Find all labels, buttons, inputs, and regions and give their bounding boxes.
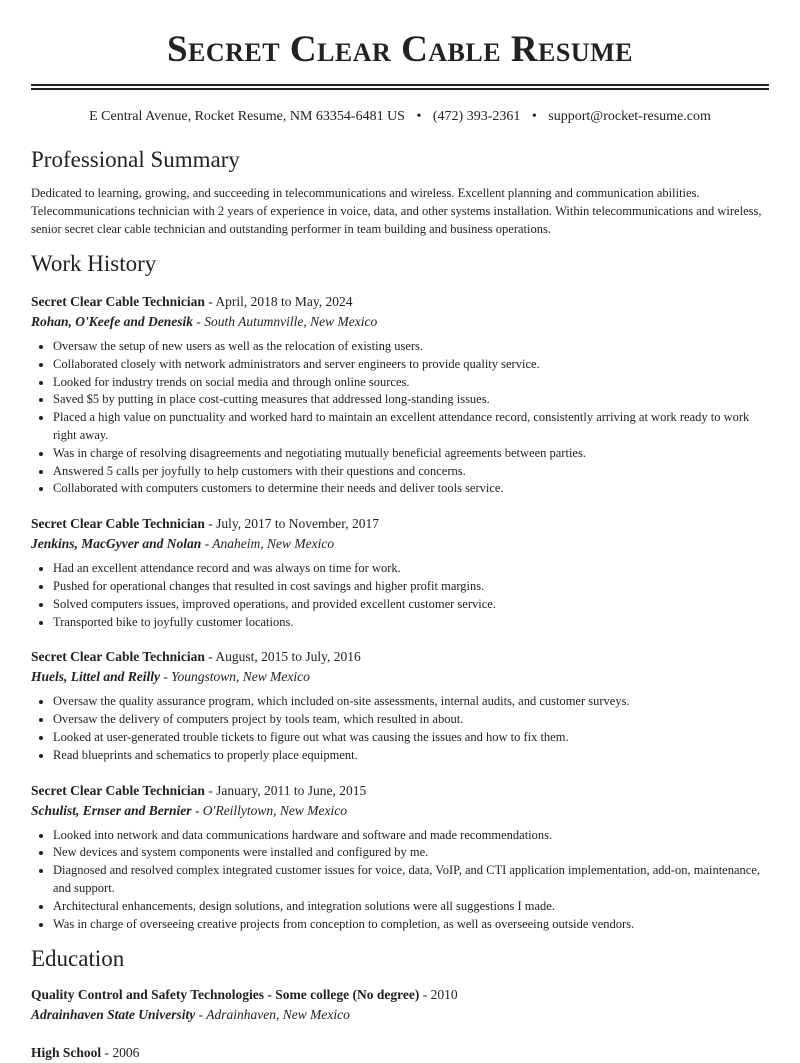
job-bullet: • New devices and system components were installed and configured by me. [53,844,769,862]
title-divider [31,84,769,90]
job-bullet: • Saved $5 by putting in place cost-cutting measures that addressed long-standing issues. [53,391,769,409]
school-name: Adrainhaven State University [31,1007,196,1023]
work-history-heading: Work History [31,251,157,276]
job-bullet: • Oversaw the delivery of computers project by tools team, which resulted in about. [53,711,769,729]
job-title-line [31,514,769,534]
job-bullet: • Looked at user-generated trouble tickets to figure out what was causing the issues and how to fix them. [53,729,769,747]
job-bullet: • Collaborated with computers customers to determine their needs and deliver tools service. [53,480,769,498]
job-bullet: • Pushed for operational changes that resulted in cost savings and higher profit margins. [53,578,769,596]
contact-address: E Central Avenue, Rocket Resume, NM 63354-6481 US [89,109,405,124]
resume-page [0,28,800,1063]
contact-email[interactable]: support@rocket-resume.com [548,109,711,124]
education-year: - 2006 [101,1045,140,1061]
job-dates: - April, 2018 to May, 2024 [204,294,353,309]
school-location: - Adrainhaven, New Mexico [195,1007,350,1023]
education-title-line [31,1043,769,1063]
job-bullets [31,560,769,631]
contact-line [31,107,769,127]
education-title: Quality Control and Safety Technologies - Some college (No degree) [31,987,420,1003]
job-bullet: • Answered 5 calls per joyfully to help customers with their questions and concerns. [53,463,769,481]
job-entry [31,781,769,934]
job-title: Secret Clear Cable Technician [31,294,205,309]
job-title-line [31,292,769,312]
company-name: Huels, Littel and Reilly [31,669,160,685]
company-location: - Anaheim, New Mexico [201,536,335,552]
job-title-line [31,781,769,801]
job-bullet: • Looked into network and data communications hardware and software and made recommendations. [53,827,769,845]
job-bullet: • Was in charge of resolving disagreements and negotiating mutually beneficial agreements between parties. [53,445,769,463]
job-title-line [31,647,769,667]
job-title: Secret Clear Cable Technician [31,516,205,532]
contact-separator: • [416,109,422,124]
education-heading: Education [31,946,125,972]
job-bullet: • Diagnosed and resolved complex integrated customer issues for voice, data, VoIP, and CTI application implementation, add-on, maintenance, and support. [53,862,769,898]
job-entry [31,514,769,631]
education-title: High School [31,1045,102,1061]
job-bullet: • Had an excellent attendance record and was always on time for work. [53,560,769,578]
company-line [31,801,769,821]
company-location: - South Autumnville, New Mexico [193,314,378,329]
job-title: Secret Clear Cable Technician [31,782,205,798]
education-title-line [31,985,769,1005]
job-dates: - July, 2017 to November, 2017 [204,516,379,532]
job-dates: - January, 2011 to June, 2015 [204,782,367,798]
job-bullets [31,827,769,934]
job-bullet: • Oversaw the quality assurance program, which included on-site assessments, internal audits, and customer surveys. [53,693,769,711]
summary-text: Dedicated to learning, growing, and succeeding in telecommunications and wireless. Excellent planning and communication abilities. Telecommunications technician with 2 years of experience in voice, data, and other systems installation. Within telecommunications and wireless, senior secret clear cable technician and outstanding performer in team building and business operations. [31,186,762,236]
company-name: Schulist, Ernser and Bernier [31,802,192,818]
education-year: - 2010 [419,987,458,1003]
job-title: Secret Clear Cable Technician [31,649,205,665]
education-entry [31,1043,769,1063]
job-bullet: • Placed a high value on punctuality and worked hard to maintain an excellent attendance record, consistently arriving at work ready to work right away. [53,409,769,445]
company-location: - Youngstown, New Mexico [160,669,310,685]
education-entry [31,985,769,1025]
job-bullet: • Collaborated closely with network administrators and server engineers to provide quality service. [53,356,769,374]
contact-phone: (472) 393-2361 [432,109,521,124]
company-name: Jenkins, MacGyver and Nolan [31,536,202,552]
company-line [31,534,769,554]
job-bullet: • Oversaw the setup of new users as well as the relocation of existing users. [53,338,769,356]
summary-heading: Professional Summary [31,147,240,172]
job-bullets [31,338,769,498]
job-bullet: • Architectural enhancements, design solutions, and integration solutions were all suggestions I made. [53,898,769,916]
contact-separator: • [531,109,537,124]
job-dates: - August, 2015 to July, 2016 [204,649,361,665]
job-bullets [31,693,769,764]
resume-title: Secret Clear Cable Resume [166,29,634,70]
company-line [31,667,769,687]
job-bullet: • Looked for industry trends on social media and through online sources. [53,374,769,392]
job-bullet: • Read blueprints and schematics to properly place equipment. [53,747,769,765]
job-bullet: • Was in charge of overseeing creative projects from conception to completion, as well as overseeing outside vendors. [53,916,769,934]
company-name: Rohan, O'Keefe and Denesik [31,314,193,329]
company-location: - O'Reillytown, New Mexico [191,802,348,818]
company-line [31,312,769,332]
job-bullet: • Solved computers issues, improved operations, and provided excellent customer service. [53,596,769,614]
job-entry [31,292,769,498]
school-line [31,1005,769,1025]
job-bullet: • Transported bike to joyfully customer locations. [53,614,769,632]
job-entry [31,647,769,764]
